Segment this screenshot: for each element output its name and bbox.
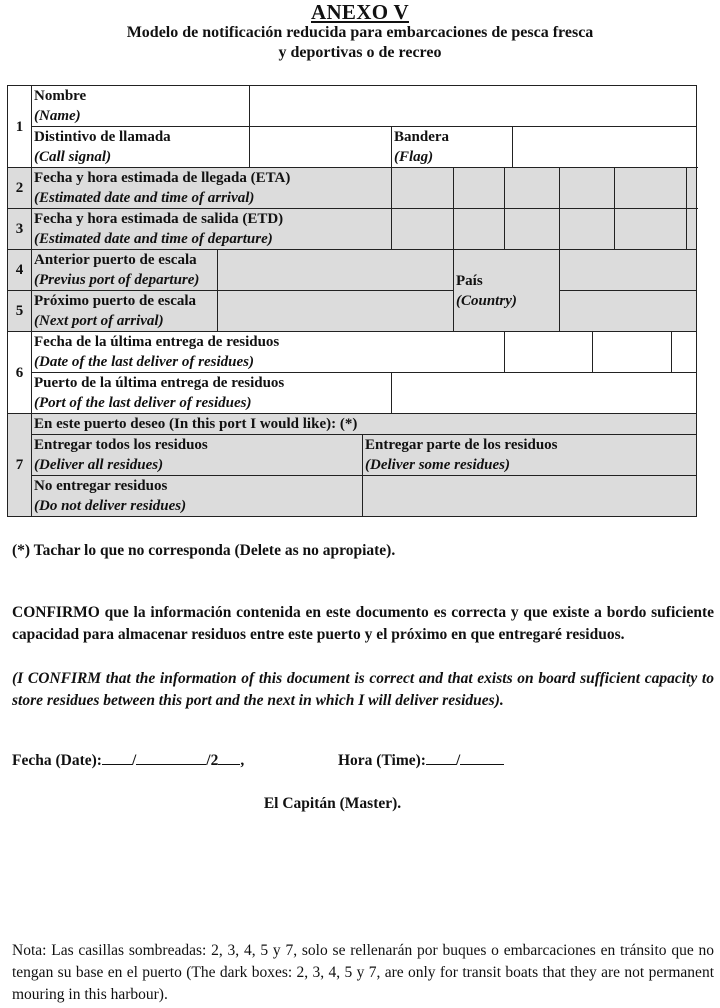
deliver-some-label-es: Entregar parte de los residuos <box>365 437 558 453</box>
last-delivery-date-label-es: Fecha de la última entrega de residuos <box>34 334 280 350</box>
etd-box[interactable] <box>615 209 687 250</box>
etd-box[interactable] <box>454 209 505 250</box>
time-line <box>338 750 504 770</box>
row-number-7: 7 <box>8 414 32 517</box>
delivery-blank-box <box>363 476 697 517</box>
call-sign-field[interactable] <box>250 127 392 168</box>
strike-out-footnote: (*) Tachar lo que no corresponda (Delete as no apropiate). <box>12 542 396 559</box>
master-signature-label: El Capitán (Master). <box>263 795 402 812</box>
eta-label <box>32 168 392 209</box>
eta-box[interactable] <box>687 168 697 209</box>
last-delivery-port-field[interactable] <box>392 373 697 414</box>
date-day-blank[interactable] <box>102 750 132 765</box>
previous-country-field[interactable] <box>560 250 697 291</box>
last-delivery-year-box[interactable] <box>672 332 697 373</box>
next-port-label-es: Próximo puerto de escala <box>34 293 197 309</box>
next-country-field[interactable] <box>560 291 697 332</box>
deliver-all-option[interactable] <box>32 435 363 476</box>
row-number-6: 6 <box>8 332 32 414</box>
last-delivery-month-box[interactable] <box>593 332 672 373</box>
last-delivery-port-label-es: Puerto de la última entrega de residuos <box>34 375 285 391</box>
time-hour-blank[interactable] <box>426 750 456 765</box>
deliver-none-label-en: (Do not deliver residues) <box>34 498 187 514</box>
date-year-blank[interactable] <box>218 750 240 765</box>
time-minute-blank[interactable] <box>460 750 504 765</box>
last-delivery-port-label-en: (Port of the last deliver of residues) <box>34 395 252 411</box>
last-delivery-port-label <box>32 373 392 414</box>
confirmation-statement-en: (I CONFIRM that the information of this document is correct and that exists on board sufficient capacity to store residues between this port and the next in which I will deliver residues). <box>12 670 714 709</box>
flag-label <box>392 127 513 168</box>
date-line <box>12 750 244 770</box>
country-label <box>454 250 560 332</box>
form-subtitle-line-2: y deportivas o de recreo <box>278 44 442 61</box>
next-port-label-en: (Next port of arrival) <box>34 313 164 329</box>
flag-field[interactable] <box>513 127 697 168</box>
name-label-en: (Name) <box>34 108 81 124</box>
date-label: Fecha (Date): <box>12 752 102 769</box>
deliver-all-label-es: Entregar todos los residuos <box>34 437 208 453</box>
notification-form-table <box>7 85 697 517</box>
time-label: Hora (Time): <box>338 752 426 769</box>
date-separator-1: / <box>131 752 137 769</box>
flag-label-es: Bandera <box>394 129 450 145</box>
row-number-4: 4 <box>8 250 32 291</box>
deliver-none-option[interactable] <box>32 476 363 517</box>
last-delivery-date-label <box>32 332 505 373</box>
next-port-field[interactable] <box>218 291 454 332</box>
eta-box[interactable] <box>454 168 505 209</box>
name-label <box>32 86 250 127</box>
country-label-es: País <box>456 272 483 289</box>
etd-box[interactable] <box>560 209 615 250</box>
etd-label-es: Fecha y hora estimada de salida (ETD) <box>34 211 284 227</box>
next-port-label <box>32 291 218 332</box>
eta-label-es: Fecha y hora estimada de llegada (ETA) <box>34 170 291 186</box>
deliver-some-option[interactable] <box>363 435 697 476</box>
last-delivery-day-box[interactable] <box>505 332 593 373</box>
row-number-3: 3 <box>8 209 32 250</box>
date-end: , <box>240 752 245 769</box>
row-number-1: 1 <box>8 86 32 168</box>
deliver-all-label-en: (Deliver all residues) <box>34 457 164 473</box>
call-sign-label <box>32 127 250 168</box>
eta-box[interactable] <box>505 168 560 209</box>
eta-box[interactable] <box>392 168 454 209</box>
previous-port-label-es: Anterior puerto de escala <box>34 252 197 268</box>
previous-port-field[interactable] <box>218 250 454 291</box>
country-label-en: (Country) <box>456 292 517 309</box>
previous-port-label-en: (Previus port of departure) <box>34 272 200 288</box>
etd-box[interactable] <box>505 209 560 250</box>
eta-box[interactable] <box>615 168 687 209</box>
deliver-some-label-en: (Deliver some residues) <box>365 457 510 473</box>
etd-box[interactable] <box>392 209 454 250</box>
last-delivery-date-label-en: (Date of the last deliver of residues) <box>34 354 254 370</box>
previous-port-label <box>32 250 218 291</box>
time-separator: / <box>455 752 461 769</box>
call-sign-label-es: Distintivo de llamada <box>34 129 171 145</box>
annex-title: ANEXO V <box>311 0 409 24</box>
name-label-es: Nombre <box>34 88 87 104</box>
eta-box[interactable] <box>560 168 615 209</box>
delivery-intent-label: En este puerto deseo (In this port I would like): (*) <box>32 414 697 435</box>
row-number-2: 2 <box>8 168 32 209</box>
deliver-none-label-es: No entregar residuos <box>34 478 168 494</box>
date-separator-2: /2 <box>206 752 219 769</box>
etd-box[interactable] <box>687 209 697 250</box>
confirmation-statement-es: CONFIRMO que la información contenida en este documento es correcta y que existe a bordo suficiente capacidad para almacenar residuos entre este puerto y el próximo en que entregaré residuos. <box>12 604 714 643</box>
name-field[interactable] <box>250 86 697 127</box>
etd-label <box>32 209 392 250</box>
date-month-blank[interactable] <box>136 750 206 765</box>
row-number-5: 5 <box>8 291 32 332</box>
form-subtitle-line-1: Modelo de notificación reducida para embarcaciones de pesca fresca <box>126 24 594 41</box>
etd-label-en: (Estimated date and time of departure) <box>34 231 273 247</box>
eta-label-en: (Estimated date and time of arrival) <box>34 190 255 206</box>
shaded-boxes-note: Nota: Las casillas sombreadas: 2, 3, 4, 5 y 7, solo se rellenarán por buques o embarcaciones en tránsito que no tengan su base en el puerto (The dark boxes: 2, 3, 4, 5 y 7, are only for transit boats that they are not permanent mouring in this harbour). <box>12 942 714 1003</box>
flag-label-en: (Flag) <box>394 149 434 165</box>
call-sign-label-en: (Call signal) <box>34 149 112 165</box>
